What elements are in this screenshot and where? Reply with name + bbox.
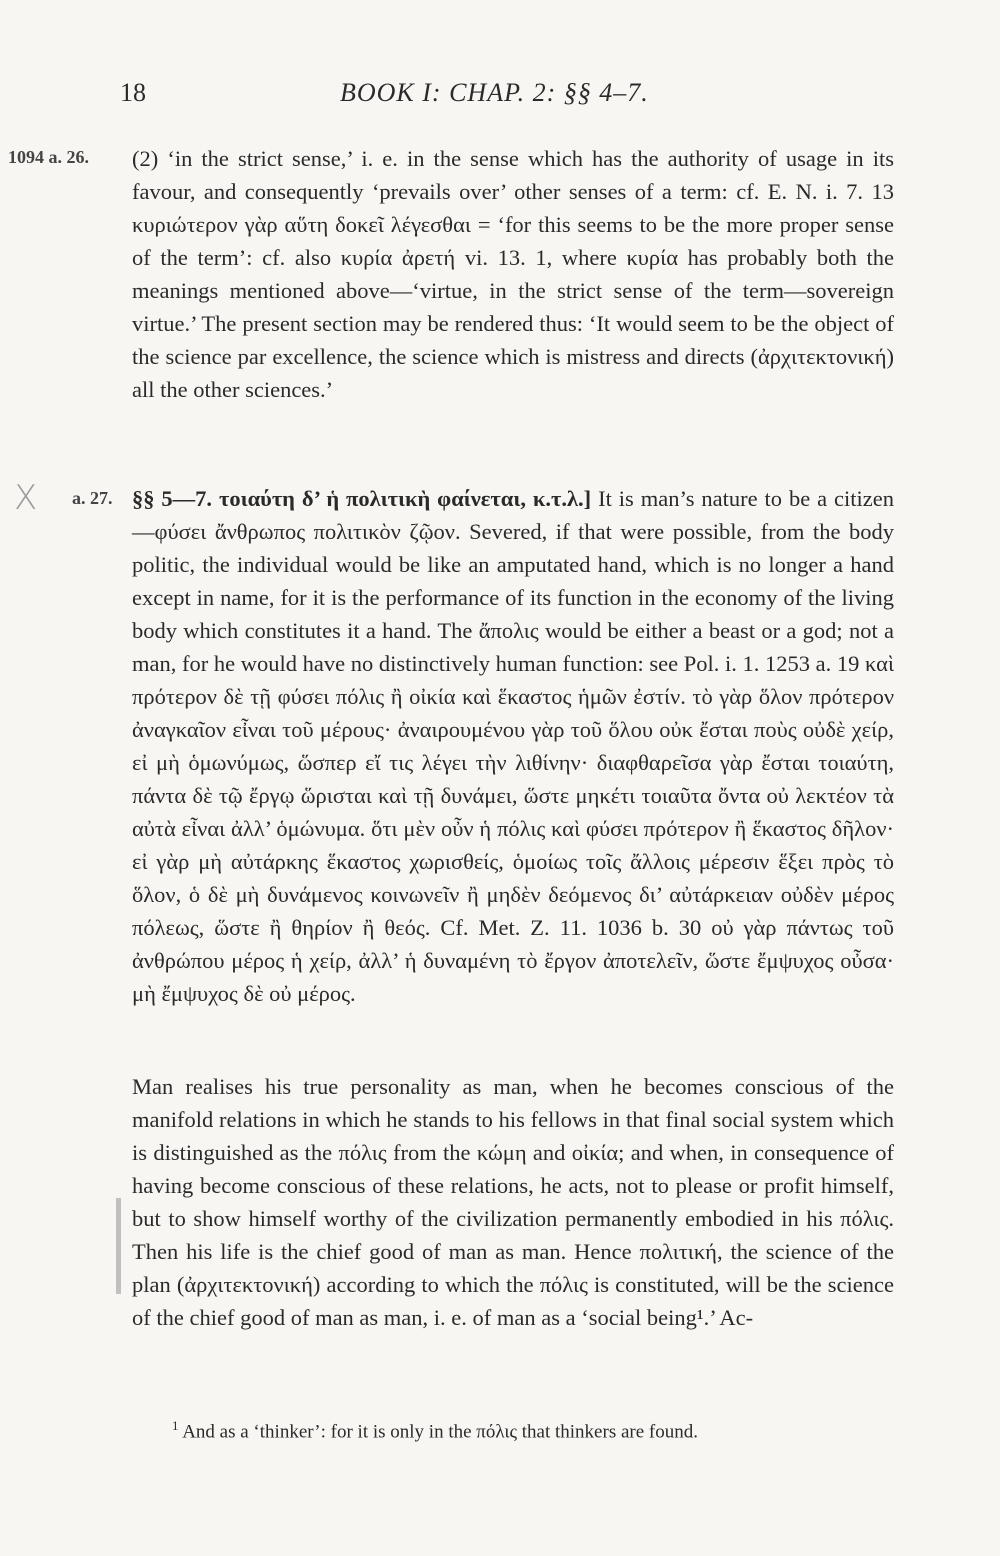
page-header [0, 78, 1000, 118]
paragraph-2-text: It is man’s nature to be a citizen—φύσει ἄνθρωπος πολιτικὸν ζῷον. Severed, if that were possible, from the body politic, the individual would be like an amputated hand, which is no longer a hand except in name, for it is the performance of its function in the economy of the living body which constitutes it a hand. The ἄπολις would be either a beast or a god; not a man, for he would have no distinctively human function: see Pol. i. 1. 1253 a. 19 καὶ πρότερον δὲ τῇ φύσει πόλις ἢ οἰκία καὶ ἕκαστος ἡμῶν ἐστίν. τὸ γὰρ ὅλον πρότερον ἀναγκαῖον εἶναι τοῦ μέρους· ἀναιρουμένου γὰρ τοῦ ὅλου οὐκ ἔσται ποὺς οὐδὲ χείρ, εἰ μὴ ὁμωνύμως, ὥσπερ εἴ τις λέγει τὴν λιθίνην· διαφθαρεῖσα γὰρ ἔσται τοιαύτη, πάντα δὲ τῷ ἔργῳ ὥρισται καὶ τῇ δυνάμει, ὥστε μηκέτι τοιαῦτα ὄντα οὐ λεκτέον τὰ αὐτὰ εἶναι ἀλλ’ ὁμώνυμα. ὅτι μὲν οὖν ἡ πόλις καὶ φύσει πρότερον ἢ ἕκαστος δῆλον· εἰ γὰρ μὴ αὐτάρκης ἕκαστος χωρισθείς, ὁμοίως τοῖς ἄλλοις μέρεσιν ἕξει πρὸς τὸ ὅλον, ὁ δὲ μὴ δυνάμενος κοινωνεῖν ἢ μηδὲν δεόμενος δι’ αὐτάρκειαν οὐδὲν μέρος πόλεως, ὥστε ἢ θηρίον ἢ θεός. Cf. Met. Z. 11. 1036 b. 30 οὐ γὰρ πάντως τοῦ ἀνθρώπου μέρος ἡ χείρ, ἀλλ’ ἡ δυναμένη τὸ ἔργον ἀποτελεῖν, ὥστε ἔμψυχος οὖσα· μὴ ἔμψυχος δὲ οὐ μέρος. [132, 486, 894, 1006]
pencil-margin-line [116, 1198, 121, 1294]
paragraph-commentary-2 [132, 482, 894, 1010]
footnote-text: And as a ‘thinker’: for it is only in the πόλις that thinkers are found. [182, 1421, 698, 1443]
page-number: 18 [120, 78, 146, 107]
lemma: §§ 5—7. τοιαύτη δ’ ἡ πολιτικὴ φαίνεται, κ.τ.λ.] [132, 486, 592, 511]
footnote [172, 1412, 892, 1446]
margin-reference-1094a26: 1094 a. 26. [8, 147, 89, 167]
running-head: BOOK I: CHAP. 2: §§ 4–7. [340, 78, 649, 107]
paragraph-commentary-3: Man realises his true personality as man, when he becomes conscious of the manifold relations in which he stands to his fellows in that final social system which is distinguished as the πόλις from the κώμη and οἰκία; and when, in consequence of having become conscious of these relations, he acts, not to please or profit himself, but to show himself worthy of the civilization permanently embodied in his πόλις. Then his life is the chief good of man as man. Hence πολιτική, the science of the plan (ἀρχιτεκτονική) according to which the πόλις is constituted, will be the science of the chief good of man as man, i. e. of man as a ‘social being¹.’ Ac- [132, 1074, 894, 1330]
pencil-x-mark: X [14, 478, 38, 518]
paragraph-commentary-1: (2) ‘in the strict sense,’ i. e. in the sense which has the authority of usage in its favour, and consequently ‘prevails over’ other senses of a term: cf. E. N. i. 7. 13 κυριώτερον γὰρ αὕτη δοκεῖ λέγεσθαι = ‘for this seems to be the more proper sense of the term’: cf. also κυρία ἀρετή vi. 13. 1, where κυρία has probably both the meanings mentioned above—‘virtue, in the strict sense of the term—sovereign virtue.’ The present section may be rendered thus: ‘It would seem to be the object of the science par excellence, the science which is mistress and directs (ἀρχιτεκτονική) all the other sciences.’ [132, 146, 894, 402]
footnote-marker: 1 [172, 1418, 179, 1433]
margin-reference-a27: a. 27. [72, 488, 113, 508]
